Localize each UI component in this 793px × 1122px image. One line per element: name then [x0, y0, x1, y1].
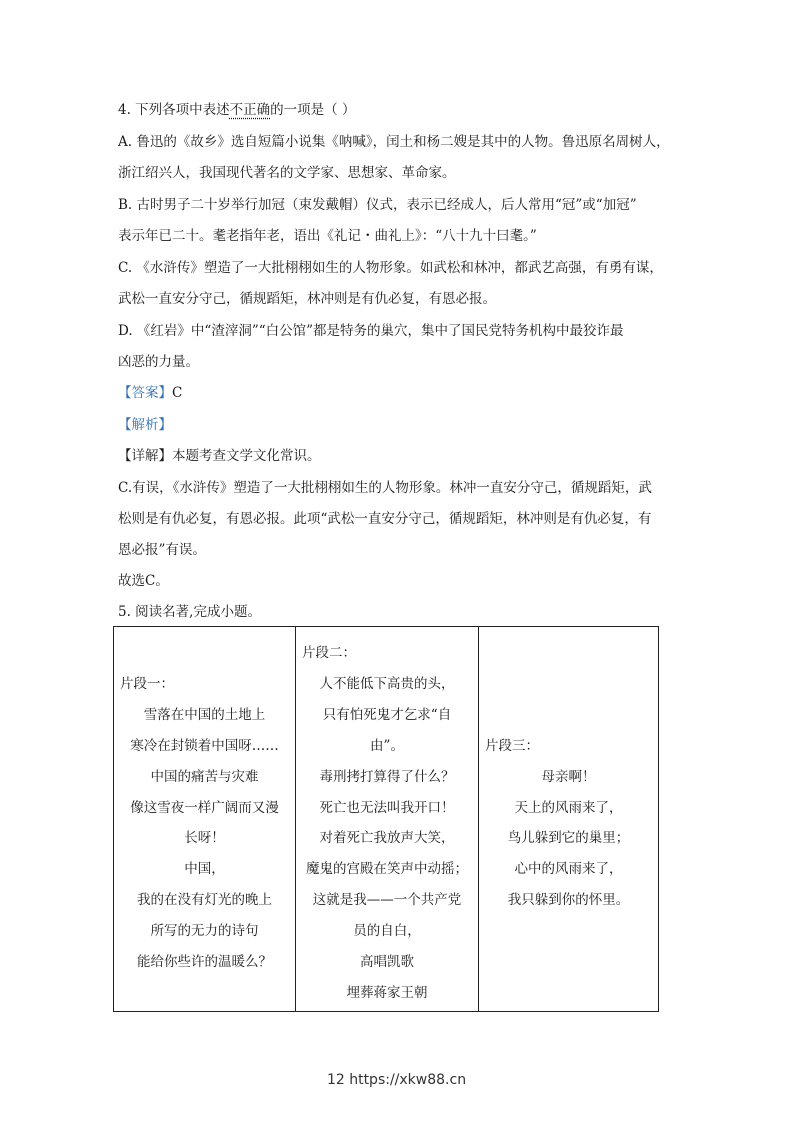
- fragment-3-title: 片段三：: [485, 738, 539, 754]
- q4-option-d-line2: 凶恶的力量。: [118, 354, 199, 370]
- conclusion-line: 故选C。: [118, 573, 169, 589]
- fragment-2-line: 魔鬼的宫殿在笑声中动摇；: [306, 861, 468, 877]
- fragment-2-line: 埋葬蒋家王朝: [346, 985, 428, 1001]
- fragment-2-line: 对着死亡我放声大笑，: [319, 830, 455, 846]
- fragment-1-line: 长呀！: [184, 830, 225, 846]
- q4-option-c-line1: C. 《水浒传》塑造了一大批栩栩如生的人物形象。如武松和林冲，都武艺高强，有勇有谋，: [118, 260, 663, 276]
- q4-stem: [118, 101, 355, 119]
- page-footer: 12 https://xkw88.cn: [326, 1072, 467, 1088]
- q5-stem: 5. 阅读名著,完成小题。: [118, 604, 261, 620]
- answer-value: C: [172, 385, 183, 401]
- q4-option-a-line1: A. 鲁迅的《故乡》选自短篇小说集《呐喊》，闰土和杨二嫂是其中的人物。鲁迅原名周树人，: [118, 134, 670, 150]
- q4-option-d-line1: D. 《红岩》中“渣滓洞”“白公馆”都是特务的巢穴，集中了国民党特务机构中最狡诈最: [118, 323, 624, 339]
- fragment-2-line: 人不能低下高贵的头，: [319, 676, 455, 692]
- fragment-2-line: 毒刑拷打算得了什么？: [319, 769, 455, 785]
- explanation-line1: C.有误，《水浒传》塑造了一大批栩栩如生的人物形象。林冲一直安分守己，循规蹈矩，武: [118, 480, 652, 496]
- fragment-1-line: 像这雪夜一样广阔而又漫: [130, 800, 279, 816]
- q4-option-b-line1: B. 古时男子二十岁举行加冠（束发戴帽）仪式，表示已经成人，后人常用“冠”或“加冠”: [118, 197, 637, 213]
- fragment-3-line: 母亲啊！: [541, 769, 596, 785]
- fragment-1-line: 所写的无力的诗句: [150, 923, 259, 939]
- answer-label: 【答案】: [118, 385, 172, 401]
- fragment-3-line: 天上的风雨来了，: [514, 800, 623, 816]
- fragment-1-line: 雪落在中国的土地上: [143, 707, 266, 723]
- q4-option-a-line2: 浙江绍兴人，我国现代著名的文学家、思想家、革命家。: [118, 165, 456, 181]
- explanation-line3: 恩必报”有误。: [118, 542, 206, 558]
- q4-option-c-line2: 武松一直安分守己，循规蹈矩，林冲则是有仇必复，有恩必报。: [118, 291, 496, 307]
- fragment-1-line: 寒冷在封锁着中国呀……: [130, 738, 279, 754]
- poem-fragments-table: [113, 626, 659, 1012]
- fragment-2-line: 由”。: [370, 738, 404, 754]
- fragment-2-line: 高唱凯歌: [360, 954, 414, 970]
- fragment-3-line: 心中的风雨来了，: [514, 861, 623, 877]
- detail-line: 【详解】本题考查文学文化常识。: [118, 448, 321, 464]
- fragment-2-line: 死亡也无法叫我开口！: [319, 800, 455, 816]
- fragment-2-line: 员的自白，: [353, 923, 421, 939]
- fragment-2-title: 片段二：: [302, 645, 356, 661]
- fragment-1-title: 片段一：: [120, 676, 174, 692]
- analysis-label: 【解析】: [118, 417, 172, 433]
- q4-stem-emphasis: 不正确: [229, 102, 271, 118]
- fragment-1-line: 中国的痛苦与灾难: [150, 769, 259, 785]
- q4-option-b-line2: 表示年已二十。耄老指年老，语出《礼记・曲礼上》：“八十九十曰耄。”: [118, 228, 537, 244]
- fragment-3-line: 鸟儿躲到它的巢里；: [507, 830, 630, 846]
- fragment-2-cell: [296, 627, 479, 1012]
- fragment-1-line: 中国，: [184, 861, 225, 877]
- q4-stem-part-a: 4. 下列各项中表述: [118, 102, 230, 118]
- fragment-3-cell: [479, 627, 659, 1012]
- fragment-2-line: 这就是我——一个共产党: [312, 892, 462, 908]
- answer-row: [118, 384, 182, 402]
- q4-stem-part-b: 的一项是（ ）: [270, 102, 356, 118]
- fragment-3-line: 我只躲到你的怀里。: [507, 892, 630, 908]
- fragment-1-line: 能给你些许的温暖么？: [137, 954, 272, 970]
- fragment-2-line: 只有怕死鬼才乞求“自: [322, 707, 452, 723]
- explanation-line2: 松则是有仇必复，有恩必报。此项“武松一直安分守己，循规蹈矩，林冲则是有仇必复，有: [118, 511, 652, 527]
- fragment-1-line: 我的在没有灯光的晚上: [137, 892, 272, 908]
- fragment-1-cell: [114, 627, 296, 1012]
